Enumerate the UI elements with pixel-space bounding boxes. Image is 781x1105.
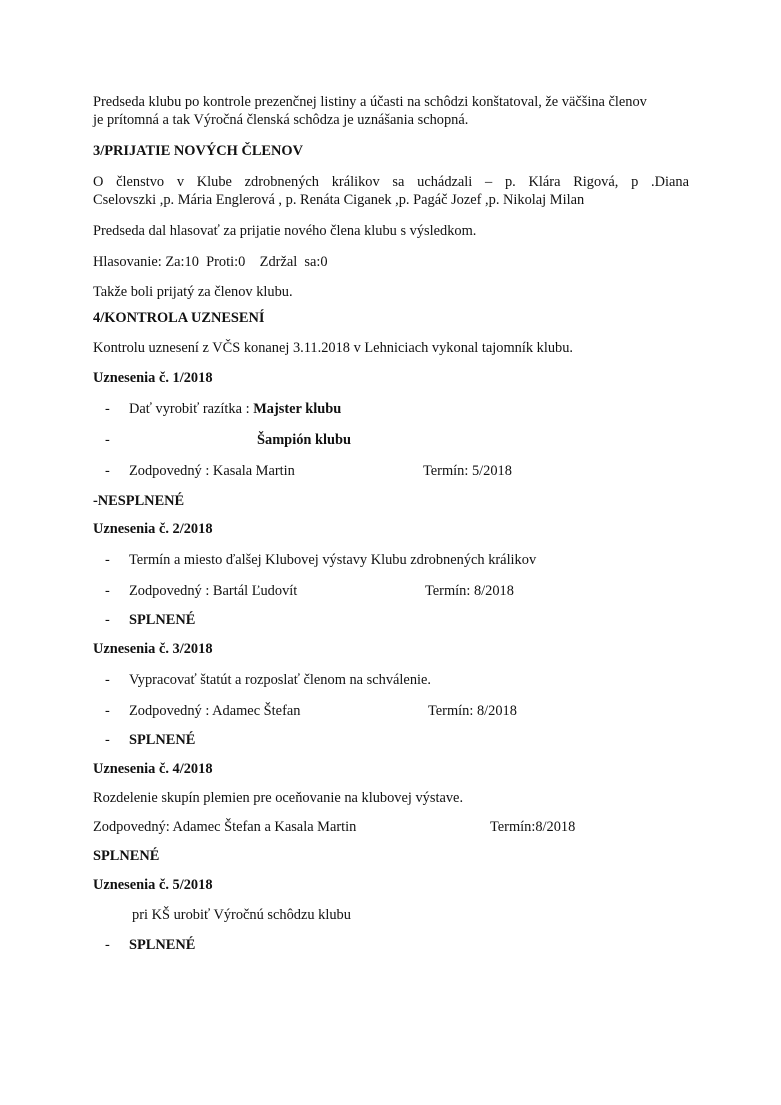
resolution-1-title: Uznesenia č. 1/2018: [93, 370, 213, 386]
resolution-2-term: Termín: 8/2018: [425, 583, 514, 599]
resolution-1-task-prefix: Dať vyrobiť razítka :: [129, 401, 254, 417]
section-4-heading: 4/KONTROLA UZNESENÍ: [93, 310, 265, 326]
resolution-2-title: Uznesenia č. 2/2018: [93, 521, 213, 537]
resolution-2-task: Termín a miesto ďalšej Klubovej výstavy Klubu zdrobnených králikov: [129, 552, 537, 568]
resolution-3-responsible: Zodpovedný : Adamec Štefan: [129, 703, 301, 719]
resolution-3-term: Termín: 8/2018: [428, 703, 517, 719]
resolution-1-term: Termín: 5/2018: [423, 463, 512, 479]
bullet-dash: -: [105, 672, 110, 688]
resolution-1-responsible: Zodpovedný : Kasala Martin: [129, 463, 295, 479]
bullet-dash: -: [105, 937, 110, 953]
resolution-4-status: SPLNENÉ: [93, 848, 160, 864]
vote-intro: Predseda dal hlasovať za prijatie nového člena klubu s výsledkom.: [93, 223, 477, 239]
resolution-5-title: Uznesenia č. 5/2018: [93, 877, 213, 893]
section-3-heading: 3/PRIJATIE NOVÝCH ČLENOV: [93, 143, 304, 159]
resolution-1-status: -NESPLNENÉ: [93, 493, 185, 509]
bullet-dash: -: [105, 432, 110, 448]
resolution-5-status: SPLNENÉ: [129, 937, 196, 953]
intro-line-1: Predseda klubu po kontrole prezenčnej listiny a účasti na schôdzi konštatoval, že väčšina členov: [93, 94, 647, 110]
resolution-4-responsible: Zodpovedný: Adamec Štefan a Kasala Martin: [93, 819, 357, 835]
bullet-dash: -: [105, 552, 110, 568]
conclusion: Takže boli prijatý za členov klubu.: [93, 284, 293, 300]
resolution-5-task: pri KŠ urobiť Výročnú schôdzu klubu: [132, 907, 351, 923]
section-4-intro: Kontrolu uznesení z VČS konanej 3.11.2018 v Lehniciach vykonal tajomník klubu.: [93, 340, 574, 356]
bullet-dash: -: [105, 612, 110, 628]
members-line-2: Cselovszki ,p. Mária Englerová , p. Renáta Ciganek ,p. Pagáč Jozef ,p. Nikolaj Milan: [93, 192, 585, 208]
resolution-3-status: SPLNENÉ: [129, 732, 196, 748]
bullet-dash: -: [105, 401, 110, 417]
resolution-3-task: Vypracovať štatút a rozposlať členom na schválenie.: [129, 672, 431, 688]
bullet-dash: -: [105, 463, 110, 479]
members-line-1: O členstvo v Klube zdrobnených králikov sa uchádzali – p. Klára Rigová, p .Diana: [93, 174, 689, 190]
bullet-dash: -: [105, 583, 110, 599]
resolution-3-title: Uznesenia č. 3/2018: [93, 641, 213, 657]
intro-line-2: je prítomná a tak Výročná členská schôdza je uznášania schopná.: [93, 112, 469, 128]
resolution-1-task: [129, 400, 341, 418]
resolution-4-title: Uznesenia č. 4/2018: [93, 761, 213, 777]
resolution-1-task-2: Šampión klubu: [257, 432, 351, 448]
resolution-4-term: Termín:8/2018: [490, 819, 576, 835]
resolution-1-task-bold: Majster klubu: [253, 401, 342, 417]
resolution-2-status: SPLNENÉ: [129, 612, 196, 628]
bullet-dash: -: [105, 703, 110, 719]
vote-result: Hlasovanie: Za:10 Proti:0 Zdržal sa:0: [93, 254, 328, 270]
bullet-dash: -: [105, 732, 110, 748]
resolution-4-task: Rozdelenie skupín plemien pre oceňovanie na klubovej výstave.: [93, 790, 464, 806]
resolution-2-responsible: Zodpovedný : Bartál Ľudovít: [129, 583, 298, 599]
